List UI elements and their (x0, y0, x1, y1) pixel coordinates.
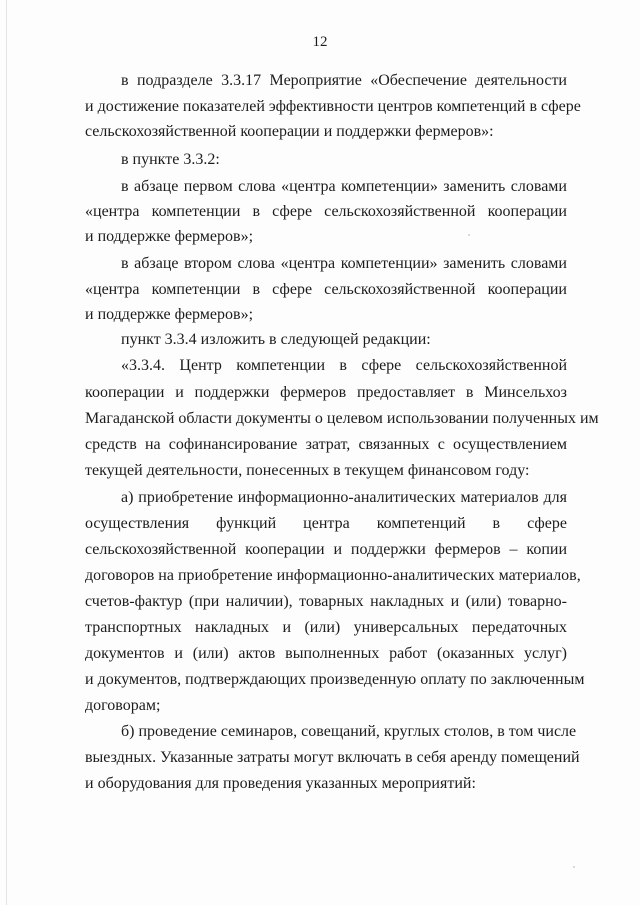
text-line: в абзаце первом слова «центра компетенции» заменить словами (121, 178, 567, 195)
text-line: договоров на приобретение информационно-аналитических материалов, (85, 567, 581, 584)
text-line: сельскохозяйственной кооперации и поддержки фермеров – копии (85, 541, 567, 558)
scan-edge (6, 0, 7, 905)
text-line: осуществления функций центра компетенций в сфере (85, 515, 567, 532)
page-number: 12 (312, 34, 328, 50)
text-line: транспортных накладных и (или) универсальных передаточных (85, 619, 567, 636)
text-line: а) приобретение информационно-аналитических материалов для (121, 489, 567, 506)
text-line: выездных. Указанные затраты могут включать в себя аренду помещений (85, 749, 580, 766)
text-line: счетов-фактур (при наличии), товарных накладных и (или) товарно- (85, 593, 567, 610)
text-line: текущей деятельности, понесенных в текущем финансовом году: (85, 462, 530, 479)
text-line: сельскохозяйственной кооперации и поддержки фермеров»: (85, 123, 494, 140)
text-line: и документов, подтверждающих произведенную оплату по заключенным (85, 671, 585, 688)
text-line: средств на софинансирование затрат, связанных с осуществлением (85, 436, 567, 453)
text-line: пункт 3.3.4 изложить в следующей редакции: (121, 331, 431, 348)
text-line: б) проведение семинаров, совещаний, круглых столов, в том числе (121, 723, 577, 740)
text-line: и поддержке фермеров»; (85, 306, 254, 323)
text-line: в пункте 3.3.2: (121, 151, 220, 168)
text-line: «центра компетенции в сфере сельскохозяйственной кооперации (85, 281, 567, 298)
text-line: и оборудования для проведения указанных мероприятий: (85, 775, 476, 792)
text-line: «центра компетенции в сфере сельскохозяйственной кооперации (85, 203, 567, 220)
text-line: и поддержке фермеров»; (85, 228, 254, 245)
text-line: и достижение показателей эффективности центров компетенций в сфере (85, 98, 581, 115)
text-line: в абзаце втором слова «центра компетенции» заменить словами (121, 255, 567, 272)
text-line: договорам; (85, 697, 161, 714)
scan-speck (468, 234, 470, 236)
text-line: кооперации и поддержки фермеров предоставляет в Минсельхоз (85, 384, 567, 401)
text-line: в подразделе 3.3.17 Мероприятие «Обеспечение деятельности (121, 72, 567, 89)
text-line: документов и (или) актов выполненных работ (оказанных услуг) (85, 645, 567, 662)
text-line: Магаданской области документы о целевом использовании полученных им (85, 410, 599, 427)
text-line: «3.3.4. Центр компетенции в сфере сельскохозяйственной (121, 357, 567, 374)
scan-speck (573, 866, 575, 868)
